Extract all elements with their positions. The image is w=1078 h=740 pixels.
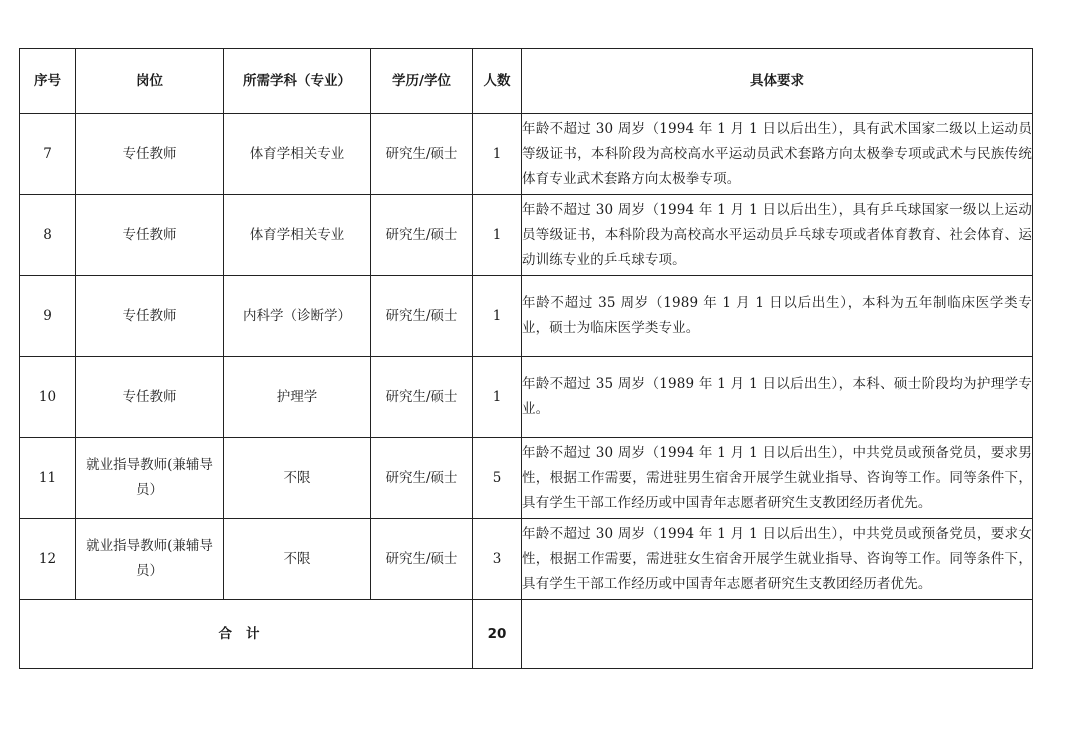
row-major: 体育学相关专业 bbox=[224, 114, 371, 195]
row-count: 1 bbox=[473, 276, 522, 357]
row-index: 9 bbox=[20, 276, 76, 357]
total-requirements bbox=[522, 600, 1033, 669]
row-major: 内科学（诊断学） bbox=[224, 276, 371, 357]
row-index: 7 bbox=[20, 114, 76, 195]
table-row bbox=[20, 195, 1033, 276]
header-index: 序号 bbox=[20, 49, 76, 114]
row-index: 10 bbox=[20, 357, 76, 438]
row-degree: 研究生/硕士 bbox=[371, 438, 473, 519]
row-position: 专任教师 bbox=[76, 114, 224, 195]
row-degree: 研究生/硕士 bbox=[371, 195, 473, 276]
row-requirements: 年龄不超过 30 周岁（1994 年 1 月 1 日以后出生），中共党员或预备党员，要求男性，根据工作需要，需进驻男生宿舍开展学生就业指导、咨询等工作。同等条件下，具有学生干部工作经历或中国青年志愿者研究生支教团经历者优先。 bbox=[522, 438, 1033, 519]
header-count: 人数 bbox=[473, 49, 522, 114]
row-requirements: 年龄不超过 35 周岁（1989 年 1 月 1 日以后出生），本科为五年制临床医学类专业，硕士为临床医学类专业。 bbox=[522, 276, 1033, 357]
row-major: 不限 bbox=[224, 438, 371, 519]
row-count: 1 bbox=[473, 195, 522, 276]
table-row bbox=[20, 357, 1033, 438]
header-degree: 学历/学位 bbox=[371, 49, 473, 114]
total-row bbox=[20, 600, 1033, 669]
row-position: 就业指导教师(兼辅导员） bbox=[76, 438, 224, 519]
row-requirements: 年龄不超过 30 周岁（1994 年 1 月 1 日以后出生），中共党员或预备党员，要求女性，根据工作需要，需进驻女生宿舍开展学生就业指导、咨询等工作。同等条件下，具有学生干部工作经历或中国青年志愿者研究生支教团经历者优先。 bbox=[522, 519, 1033, 600]
header-position: 岗位 bbox=[76, 49, 224, 114]
row-degree: 研究生/硕士 bbox=[371, 357, 473, 438]
row-requirements: 年龄不超过 30 周岁（1994 年 1 月 1 日以后出生），具有乒乓球国家一级以上运动员等级证书，本科阶段为高校高水平运动员乒乓球专项或者体育教育、社会体育、运动训练专业的乒乓球专项。 bbox=[522, 195, 1033, 276]
row-position: 专任教师 bbox=[76, 276, 224, 357]
row-degree: 研究生/硕士 bbox=[371, 276, 473, 357]
row-count: 1 bbox=[473, 114, 522, 195]
header-major: 所需学科（专业） bbox=[224, 49, 371, 114]
row-index: 12 bbox=[20, 519, 76, 600]
row-count: 1 bbox=[473, 357, 522, 438]
row-index: 11 bbox=[20, 438, 76, 519]
row-requirements: 年龄不超过 30 周岁（1994 年 1 月 1 日以后出生），具有武术国家二级以上运动员等级证书，本科阶段为高校高水平运动员武术套路方向太极拳专项或武术与民族传统体育专业武术套路方向太极拳专项。 bbox=[522, 114, 1033, 195]
row-requirements: 年龄不超过 35 周岁（1989 年 1 月 1 日以后出生），本科、硕士阶段均为护理学专业。 bbox=[522, 357, 1033, 438]
table-row bbox=[20, 114, 1033, 195]
table-row bbox=[20, 276, 1033, 357]
table-row bbox=[20, 438, 1033, 519]
header-requirements: 具体要求 bbox=[522, 49, 1033, 114]
recruitment-table bbox=[19, 48, 1033, 669]
row-major: 体育学相关专业 bbox=[224, 195, 371, 276]
row-major: 不限 bbox=[224, 519, 371, 600]
row-position: 专任教师 bbox=[76, 195, 224, 276]
row-degree: 研究生/硕士 bbox=[371, 114, 473, 195]
total-count: 20 bbox=[473, 600, 522, 669]
row-position: 专任教师 bbox=[76, 357, 224, 438]
table-header-row bbox=[20, 49, 1033, 114]
row-degree: 研究生/硕士 bbox=[371, 519, 473, 600]
row-major: 护理学 bbox=[224, 357, 371, 438]
row-index: 8 bbox=[20, 195, 76, 276]
row-position: 就业指导教师(兼辅导员） bbox=[76, 519, 224, 600]
row-count: 5 bbox=[473, 438, 522, 519]
row-count: 3 bbox=[473, 519, 522, 600]
table-row bbox=[20, 519, 1033, 600]
total-label: 合计 bbox=[20, 600, 473, 669]
